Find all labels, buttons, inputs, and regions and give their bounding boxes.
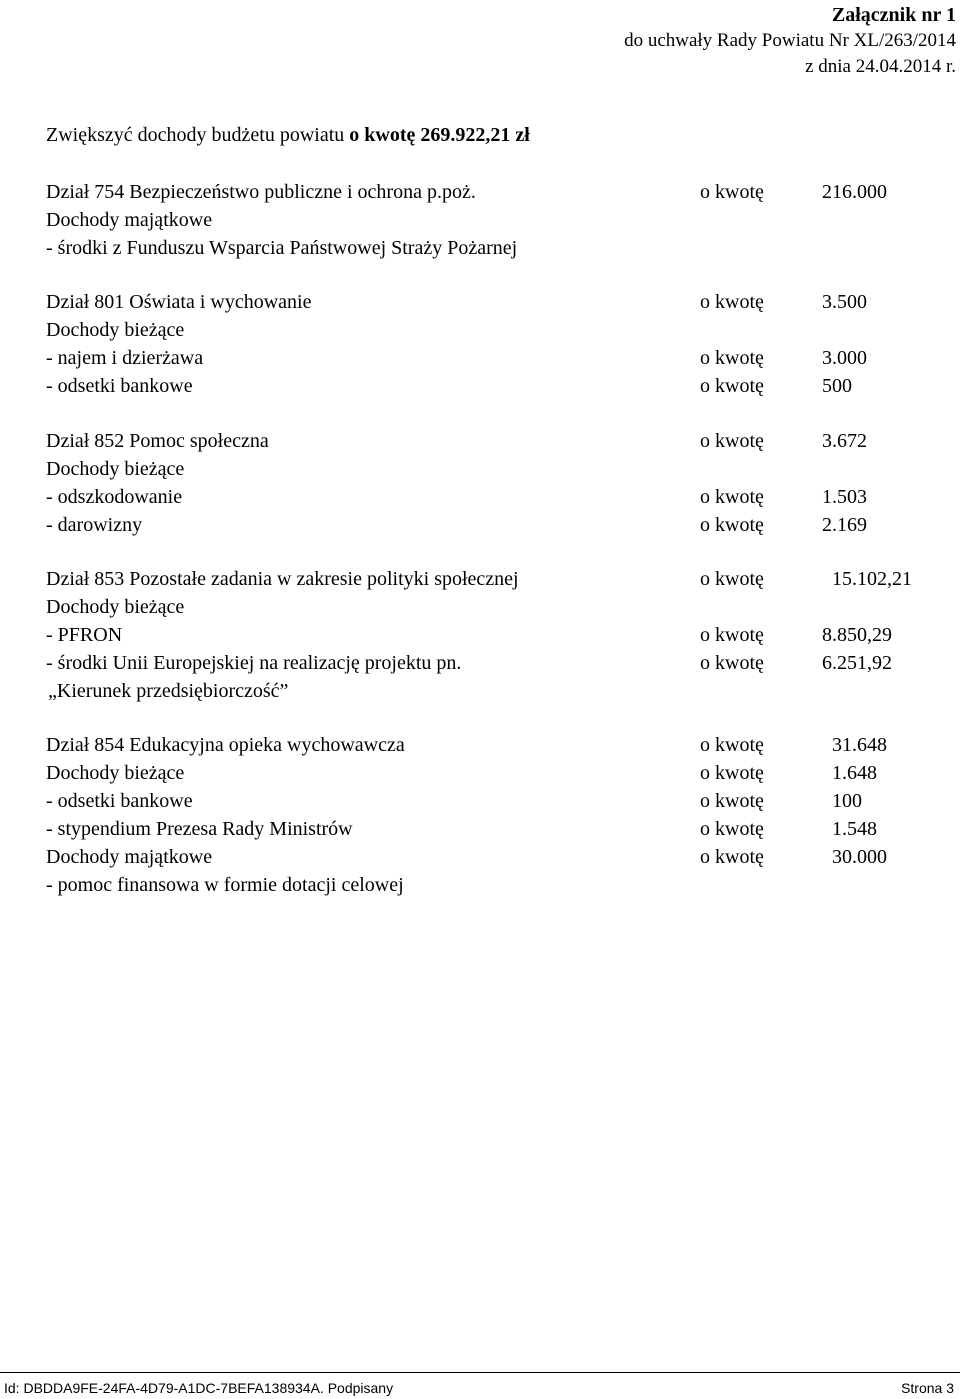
row-kwota-label: o kwotę (700, 347, 764, 369)
row-label: „Kierunek przedsiębiorczość” (48, 680, 289, 702)
section-row (46, 511, 946, 539)
row-label: Dochody majątkowe (46, 209, 213, 231)
intro-statement (46, 124, 530, 147)
document-footer (0, 1372, 960, 1397)
section-row (46, 316, 946, 344)
section-row (46, 483, 946, 511)
section-dzial-854 (46, 731, 946, 899)
section-row (46, 677, 946, 705)
row-amount: 2.169 (822, 514, 867, 536)
row-kwota-label: o kwotę (700, 790, 764, 812)
section-row (46, 593, 946, 621)
row-amount: 15.102,21 (832, 568, 912, 590)
section-row (46, 843, 946, 871)
row-label: Dział 852 Pomoc społeczna (46, 430, 269, 452)
row-label: - odsetki bankowe (46, 375, 193, 397)
row-kwota-label: o kwotę (700, 486, 764, 508)
row-label: - PFRON (46, 624, 123, 646)
row-amount: 3.000 (822, 347, 867, 369)
row-kwota-label: o kwotę (700, 430, 764, 452)
row-label: Dział 854 Edukacyjna opieka wychowawcza (46, 734, 405, 756)
row-label: - środki Unii Europejskiej na realizację projektu pn. (46, 652, 462, 674)
row-amount: 1.648 (832, 762, 877, 784)
row-amount: 500 (822, 375, 852, 397)
row-label: - środki z Funduszu Wsparcia Państwowej Straży Pożarnej (46, 237, 518, 259)
row-amount: 1.548 (832, 818, 877, 840)
row-kwota-label: o kwotę (700, 624, 764, 646)
section-row (46, 344, 946, 372)
row-amount: 8.850,29 (822, 624, 892, 646)
row-kwota-label: o kwotę (700, 652, 764, 674)
annex-header (624, 2, 956, 80)
intro-total-amount: o kwotę 269.922,21 zł (349, 124, 530, 146)
section-row (46, 234, 946, 262)
row-label: - stypendium Prezesa Rady Ministrów (46, 818, 353, 840)
section-row (46, 621, 946, 649)
section-dzial-852 (46, 427, 946, 539)
section-row (46, 427, 946, 455)
section-row (46, 649, 946, 677)
section-row (46, 565, 946, 593)
row-amount: 3.500 (822, 291, 867, 313)
section-row (46, 787, 946, 815)
row-amount: 1.503 (822, 486, 867, 508)
row-kwota-label: o kwotę (700, 568, 764, 590)
row-label: Dział 754 Bezpieczeństwo publiczne i ochrona p.poż. (46, 181, 476, 203)
row-amount: 30.000 (832, 846, 887, 868)
row-kwota-label: o kwotę (700, 846, 764, 868)
row-label: Dochody majątkowe (46, 846, 213, 868)
section-row (46, 288, 946, 316)
row-label: - najem i dzierżawa (46, 347, 204, 369)
row-kwota-label: o kwotę (700, 291, 764, 313)
section-dzial-801 (46, 288, 946, 400)
row-kwota-label: o kwotę (700, 375, 764, 397)
row-amount: 31.648 (832, 734, 887, 756)
section-row (46, 372, 946, 400)
section-row (46, 871, 946, 899)
section-row (46, 178, 946, 206)
row-amount: 3.672 (822, 430, 867, 452)
row-kwota-label: o kwotę (700, 762, 764, 784)
document-id-signature: Id: DBDDA9FE-24FA-4D79-A1DC-7BEFA138934A. Podpisany (4, 1380, 394, 1396)
row-label: Dochody bieżące (46, 319, 185, 341)
row-amount: 6.251,92 (822, 652, 892, 674)
row-label: - odszkodowanie (46, 486, 183, 508)
row-label: Dział 801 Oświata i wychowanie (46, 291, 312, 313)
row-label: Dział 853 Pozostałe zadania w zakresie polityki społecznej (46, 568, 519, 590)
page-number: Strona 3 (901, 1380, 954, 1396)
section-row (46, 815, 946, 843)
row-label: Dochody bieżące (46, 762, 185, 784)
row-label: - pomoc finansowa w formie dotacji celowej (46, 874, 404, 896)
annex-title: Załącznik nr 1 (831, 4, 956, 26)
section-dzial-754 (46, 178, 946, 262)
row-label: Dochody bieżące (46, 458, 185, 480)
row-kwota-label: o kwotę (700, 181, 764, 203)
row-label: - darowizny (46, 514, 143, 536)
row-kwota-label: o kwotę (700, 818, 764, 840)
row-kwota-label: o kwotę (700, 514, 764, 536)
row-kwota-label: o kwotę (700, 734, 764, 756)
section-row (46, 731, 946, 759)
resolution-date: z dnia 24.04.2014 r. (805, 56, 956, 77)
section-row (46, 759, 946, 787)
resolution-reference: do uchwały Rady Powiatu Nr XL/263/2014 (624, 30, 956, 51)
section-dzial-853 (46, 565, 946, 705)
section-row (46, 455, 946, 483)
row-amount: 216.000 (822, 181, 887, 203)
row-label: - odsetki bankowe (46, 790, 193, 812)
row-label: Dochody bieżące (46, 596, 185, 618)
row-amount: 100 (832, 790, 862, 812)
intro-text: Zwiększyć dochody budżetu powiatu (46, 124, 350, 146)
section-row (46, 206, 946, 234)
